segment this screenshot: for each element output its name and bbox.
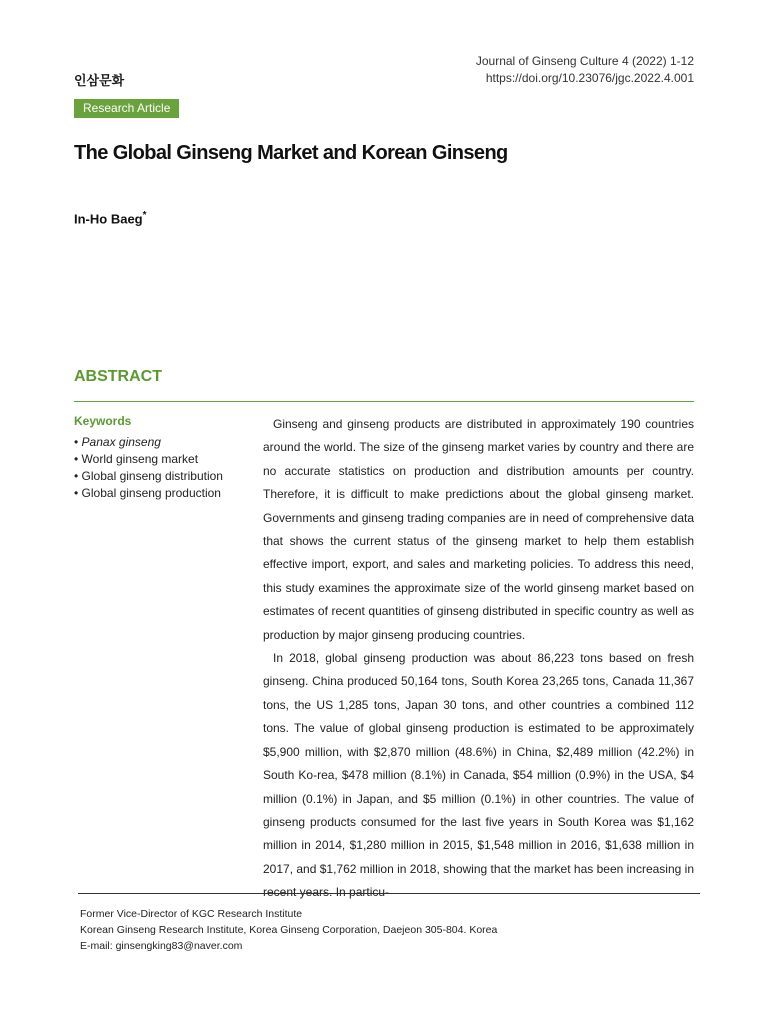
author-name: In-Ho Baeg bbox=[74, 211, 143, 227]
doi-link[interactable]: https://doi.org/10.23076/jgc.2022.4.001 bbox=[485, 71, 694, 85]
article-title: The Global Ginseng Market and Korean Ginseng bbox=[74, 142, 508, 164]
footnote-email[interactable]: E-mail: ginsengking83@naver.com bbox=[80, 940, 243, 952]
footnote-affiliation-former: Former Vice-Director of KGC Research Institute bbox=[80, 908, 303, 920]
keyword-item: • Global ginseng distribution bbox=[74, 468, 223, 485]
abstract-divider bbox=[74, 401, 694, 402]
abstract-heading: ABSTRACT bbox=[74, 368, 162, 385]
abstract-body bbox=[263, 413, 694, 905]
keyword-item: • Global ginseng production bbox=[74, 485, 223, 502]
journal-info bbox=[476, 53, 694, 87]
journal-citation: Journal of Ginseng Culture 4 (2022) 1-12 bbox=[475, 54, 694, 68]
author-footnote bbox=[80, 906, 497, 954]
keywords-list bbox=[74, 434, 223, 502]
author-footnote-mark: * bbox=[142, 210, 147, 221]
author bbox=[74, 210, 147, 226]
footnote-divider bbox=[78, 893, 700, 894]
journal-korean-title: 인삼문화 bbox=[74, 74, 125, 89]
keyword-item: • Panax ginseng bbox=[74, 434, 223, 451]
keyword-item: • World ginseng market bbox=[74, 451, 223, 468]
keywords-heading: Keywords bbox=[74, 414, 132, 428]
footnote-affiliation: Korean Ginseng Research Institute, Korea Ginseng Corporation, Daejeon 305-804. Korea bbox=[80, 924, 498, 936]
abstract-paragraph: Ginseng and ginseng products are distributed in approximately 190 countries around the world. The size of the ginseng market varies by country and there are no accurate statistics on production and distribution amounts per country. Therefore, it is difficult to make predictions about the global ginseng market. Governments and ginseng trading companies are in need of comprehensive data that shows the current status of the ginseng market to help them establish effective import, export, and sales and marketing policies. To address this need, this study examines the approximate size of the world ginseng market based on estimates of recent quantities of ginseng distributed in specific country as well as production by major ginseng producing countries. bbox=[263, 417, 694, 642]
abstract-paragraph: In 2018, global ginseng production was about 86,223 tons based on fresh ginseng. China produced 50,164 tons, South Korea 23,265 tons, Canada 11,367 tons, the US 1,285 tons, Japan 30 tons, and other countries a combined 112 tons. The value of global ginseng production is estimated to be approximately $5,900 million, with $2,870 million (48.6%) in China, $2,489 million (42.2%) in South Ko-rea, $478 million (8.1%) in Canada, $54 million (0.9%) in the USA, $4 million (0.1%) in Japan, and $5 million (0.1%) in other countries. The value of ginseng products consumed for the last five years in South Korea was $1,162 million in 2014, $1,280 million in 2015, $1,548 million in 2016, $1,638 million in 2017, and $1,762 million in 2018, showing that the market has been increasing in bbox=[263, 651, 694, 876]
article-type-badge: Research Article bbox=[74, 99, 179, 118]
